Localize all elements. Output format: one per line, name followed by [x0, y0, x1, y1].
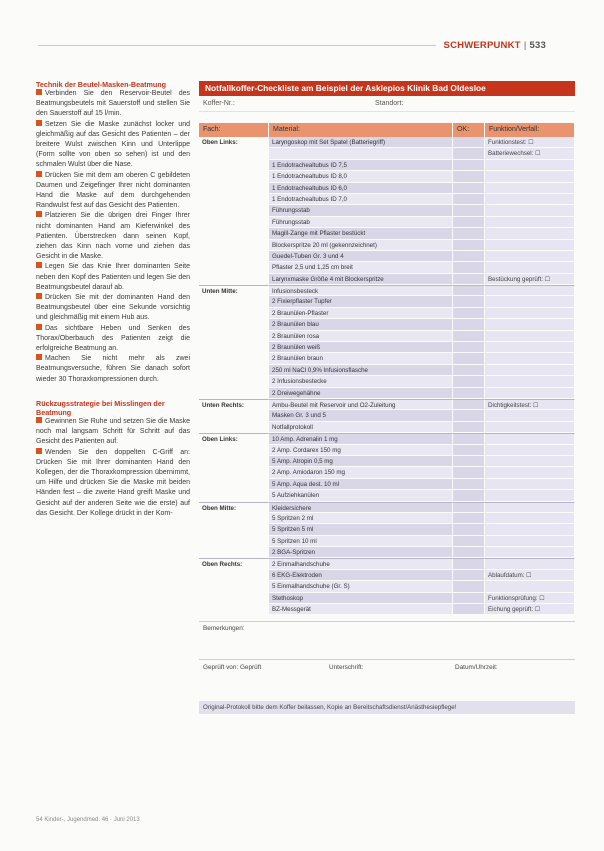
function-expiry-cell: Ablaufdatum: ☐: [485, 570, 575, 581]
material-cell: 2 Einmalhandschuhe: [269, 558, 453, 569]
material-cell: 5 Amp. Aqua dest. 10 ml: [269, 479, 453, 490]
ok-checkbox-cell[interactable]: [453, 331, 485, 342]
date-time-label: Datum/Uhrzeit:: [455, 664, 498, 672]
material-cell: Führungsstab: [269, 217, 453, 228]
material-cell: 2 BGA-Spritzen: [269, 547, 453, 558]
signature-label: Unterschrift:: [329, 664, 364, 672]
paragraph-text: Machen Sie nicht mehr als zwei Beatmungsversuche, führen Sie danach sofort wieder 30 Thoraxkompressionen durch.: [36, 355, 190, 383]
function-expiry-cell: [485, 456, 575, 467]
running-header: [444, 40, 546, 51]
compartment-cell: [199, 490, 269, 501]
material-cell: 250 ml NaCl 0,9% Infusionsflasche: [269, 365, 453, 376]
material-cell: 2 Braunülen weiß: [269, 342, 453, 353]
checklist-row: [199, 513, 575, 524]
compartment-cell: [199, 228, 269, 239]
checklist-row: [199, 194, 575, 205]
compartment-cell: [199, 342, 269, 353]
function-expiry-cell: [485, 308, 575, 319]
compartment-cell: [199, 513, 269, 524]
ok-checkbox-cell[interactable]: [453, 558, 485, 569]
compartment-cell: Oben Rechts:: [199, 558, 269, 569]
ok-checkbox-cell[interactable]: [453, 422, 485, 433]
compartment-cell: [199, 524, 269, 535]
function-expiry-cell: [485, 171, 575, 182]
ok-checkbox-cell[interactable]: [453, 171, 485, 182]
paragraph-text: Legen Sie das Knie Ihrer dominanten Seite neben den Kopf des Patienten und legen Sie den Beatmungsbeutel darauf ab.: [36, 263, 190, 291]
function-expiry-cell: [485, 205, 575, 216]
material-cell: 2 Infusionsbestecke: [269, 376, 453, 387]
ok-checkbox-cell[interactable]: [453, 490, 485, 501]
compartment-cell: [199, 365, 269, 376]
ok-checkbox-cell[interactable]: [453, 308, 485, 319]
compartment-cell: [199, 593, 269, 604]
compartment-cell: [199, 376, 269, 387]
material-cell: [269, 148, 453, 159]
ok-checkbox-cell[interactable]: [453, 376, 485, 387]
checklist-meta: [199, 96, 575, 112]
ok-checkbox-cell[interactable]: [453, 319, 485, 330]
ok-checkbox-cell[interactable]: [453, 479, 485, 490]
checklist-row: [199, 308, 575, 319]
checklist-row: [199, 593, 575, 604]
ok-checkbox-cell[interactable]: [453, 183, 485, 194]
page-number: 533: [529, 40, 546, 51]
function-expiry-cell: [485, 524, 575, 535]
compartment-cell: [199, 445, 269, 456]
checklist-row: [199, 274, 575, 285]
ok-checkbox-cell[interactable]: [453, 604, 485, 615]
checklist-row: [199, 399, 575, 410]
checklist-row: [199, 547, 575, 558]
function-expiry-cell: [485, 422, 575, 433]
material-cell: Guedel-Tuben Gr. 3 und 4: [269, 251, 453, 262]
bullet-square-icon: [36, 324, 42, 330]
compartment-cell: [199, 171, 269, 182]
compartment-cell: [199, 581, 269, 592]
function-expiry-cell: [485, 240, 575, 251]
paragraph-text: Verbinden Sie den Reservoir-Beutel des Beatmungsbeutels mit Sauerstoff und stellen Sie den Sauerstoff auf 15 l/min.: [36, 90, 190, 118]
checklist-row: [199, 479, 575, 490]
material-cell: 1 Endotrachealtubus ID 6,0: [269, 183, 453, 194]
compartment-cell: [199, 604, 269, 615]
function-expiry-cell: [485, 479, 575, 490]
bullet-square-icon: [36, 417, 42, 423]
function-expiry-cell: Funktionsprüfung: ☐: [485, 593, 575, 604]
checklist-row: [199, 183, 575, 194]
checklist-row: [199, 331, 575, 342]
checklist-row: [199, 581, 575, 592]
ok-checkbox-cell[interactable]: [453, 274, 485, 285]
function-expiry-cell: [485, 183, 575, 194]
function-expiry-cell: Bestückung geprüft: ☐: [485, 274, 575, 285]
checklist-row: [199, 171, 575, 182]
material-cell: Pflaster 2,5 und 1,25 cm breit: [269, 262, 453, 273]
function-expiry-cell: Eichung geprüft: ☐: [485, 604, 575, 615]
function-expiry-cell: [485, 228, 575, 239]
function-expiry-cell: [485, 558, 575, 569]
material-cell: 5 Amp. Atropin 0,5 mg: [269, 456, 453, 467]
function-expiry-cell: Batteriewechsel: ☐: [485, 148, 575, 159]
article-paragraph: [36, 354, 190, 385]
checklist-row: [199, 467, 575, 478]
material-cell: Magill-Zange mit Pflaster bestückt: [269, 228, 453, 239]
function-expiry-cell: [485, 251, 575, 262]
compartment-cell: [199, 331, 269, 342]
material-cell: 2 Amp. Cordarex 150 mg: [269, 445, 453, 456]
header-rule: [38, 45, 436, 46]
bullet-square-icon: [36, 354, 42, 360]
function-expiry-cell: [485, 433, 575, 444]
article-paragraph: [36, 293, 190, 324]
compartment-cell: [199, 296, 269, 307]
compartment-cell: [199, 479, 269, 490]
paragraph-text: Das sichtbare Heben und Senken des Thorax/Oberbauch des Patienten zeigt die erfolgreiche Beatmung an.: [36, 324, 190, 353]
checklist-row: [199, 536, 575, 547]
checklist-header-row: [199, 123, 575, 137]
checklist-row: [199, 319, 575, 330]
function-expiry-cell: [485, 285, 575, 296]
checklist-row: [199, 285, 575, 296]
function-expiry-cell: [485, 502, 575, 513]
material-cell: 1 Endotrachealtubus ID 8,0: [269, 171, 453, 182]
checklist-row: [199, 388, 575, 399]
function-expiry-cell: Funktionstest: ☐: [485, 137, 575, 148]
compartment-cell: [199, 194, 269, 205]
compartment-cell: [199, 388, 269, 399]
material-cell: 2 Braunülen braun: [269, 353, 453, 364]
function-expiry-cell: [485, 376, 575, 387]
bullet-square-icon: [36, 89, 42, 95]
compartment-cell: [199, 570, 269, 581]
case-number-label: Koffer-Nr.:: [203, 100, 235, 107]
col-material: Material:: [269, 123, 453, 137]
checklist-row: [199, 490, 575, 501]
material-cell: Notfallprotokoll: [269, 422, 453, 433]
compartment-cell: Oben Links:: [199, 433, 269, 444]
ok-checkbox-cell[interactable]: [453, 296, 485, 307]
ok-checkbox-cell[interactable]: [453, 194, 485, 205]
function-expiry-cell: [485, 388, 575, 399]
ok-checkbox-cell[interactable]: [453, 445, 485, 456]
material-cell: 5 Einmalhandschuhe (Gr. S): [269, 581, 453, 592]
ok-checkbox-cell[interactable]: [453, 456, 485, 467]
paragraph-text: Drücken Sie mit dem am oberen C gebildeten Daumen und Zeigefinger Ihrer nicht dominanten Hand die Maske auf dem durchgehenden Randwulst fest auf das Gesicht des Patienten.: [36, 171, 190, 210]
checklist-body: [199, 137, 575, 615]
checklist-row: [199, 262, 575, 273]
ok-checkbox-cell[interactable]: [453, 240, 485, 251]
compartment-cell: Oben Mitte:: [199, 502, 269, 513]
article-paragraph: [36, 448, 190, 519]
material-cell: Laryngoskop mit Set Spatel (Batteriegriff): [269, 137, 453, 148]
material-cell: 2 Braunülen rosa: [269, 331, 453, 342]
checklist-row: [199, 433, 575, 444]
material-cell: Stethoskop: [269, 593, 453, 604]
article-paragraph: [36, 120, 190, 171]
checklist-row: [199, 342, 575, 353]
compartment-cell: Oben Links:: [199, 137, 269, 148]
col-function-expiry: Funktion/Verfall:: [485, 123, 575, 137]
checklist-row: [199, 422, 575, 433]
compartment-cell: [199, 160, 269, 171]
compartment-cell: [199, 183, 269, 194]
material-cell: 5 Spritzen 5 ml: [269, 524, 453, 535]
function-expiry-cell: [485, 217, 575, 228]
compartment-cell: Unten Mitte:: [199, 285, 269, 296]
material-cell: Kleidersichere: [269, 502, 453, 513]
material-cell: Masken Gr. 3 und 5: [269, 410, 453, 421]
checklist-row: [199, 570, 575, 581]
ok-checkbox-cell[interactable]: [453, 524, 485, 535]
compartment-cell: [199, 251, 269, 262]
col-ok: OK:: [453, 123, 485, 137]
function-expiry-cell: [485, 353, 575, 364]
compartment-cell: [199, 217, 269, 228]
checklist-row: [199, 502, 575, 513]
ok-checkbox-cell[interactable]: [453, 513, 485, 524]
checklist-row: [199, 217, 575, 228]
function-expiry-cell: [485, 296, 575, 307]
page-footer: 54 Kinder-, Jugendmed. 46 · Juni 2013: [36, 817, 140, 823]
material-cell: Larynxmaske Größe 4 mit Blockerspritze: [269, 274, 453, 285]
checklist-row: [199, 604, 575, 615]
remarks-field: Bemerkungen:: [199, 621, 575, 637]
checked-by-label: Geprüft von: Geprüft: [203, 664, 262, 672]
checklist-row: [199, 205, 575, 216]
paragraph-text: Setzen Sie die Maske zunächst locker und gleichmäßig auf das Gesicht des Patienten – der breitere Wulst zwischen Kinn und Unterlippe (Form sollte von oben so sehen) ist und den schmalen Wulst über die Nase.: [36, 120, 190, 169]
material-cell: 2 Braunülen-Pflaster: [269, 308, 453, 319]
checklist-row: [199, 456, 575, 467]
ok-checkbox-cell[interactable]: [453, 399, 485, 410]
col-compartment: Fach:: [199, 123, 269, 137]
material-cell: Blockerspritze 20 ml (gekennzeichnet): [269, 240, 453, 251]
function-expiry-cell: [485, 581, 575, 592]
paragraph-text: Gewinnen Sie Ruhe und setzen Sie die Maske noch mal langsam Schritt für Schritt auf das Gesicht des Patienten auf.: [36, 417, 190, 446]
bullet-square-icon: [36, 120, 42, 126]
material-cell: 2 Braunülen blau: [269, 319, 453, 330]
compartment-cell: [199, 536, 269, 547]
compartment-cell: [199, 422, 269, 433]
function-expiry-cell: [485, 331, 575, 342]
ok-checkbox-cell[interactable]: [453, 251, 485, 262]
material-cell: 5 Aufziehkanülen: [269, 490, 453, 501]
section-name: SCHWERPUNKT: [443, 40, 521, 51]
ok-checkbox-cell[interactable]: [453, 433, 485, 444]
material-cell: 1 Endotrachealtubus ID 7,0: [269, 194, 453, 205]
bullet-square-icon: [36, 171, 42, 177]
function-expiry-cell: [485, 490, 575, 501]
ok-checkbox-cell[interactable]: [453, 353, 485, 364]
compartment-cell: [199, 547, 269, 558]
checklist-title: Notfallkoffer-Checkliste am Beispiel der Asklepios Klinik Bad Oldesloe: [199, 81, 575, 96]
bullet-square-icon: [36, 211, 42, 217]
checklist-row: [199, 296, 575, 307]
ok-checkbox-cell[interactable]: [453, 570, 485, 581]
material-cell: Ambu-Beutel mit Reservoir und O2-Zuleitung: [269, 399, 453, 410]
function-expiry-cell: [485, 319, 575, 330]
ok-checkbox-cell[interactable]: [453, 502, 485, 513]
paragraph-text: Drücken Sie mit der dominanten Hand den Beatmungsbeutel über eine Sekunde vorsichtig und gleichmäßig mit einem Hub aus.: [36, 294, 190, 322]
ok-checkbox-cell[interactable]: [453, 410, 485, 421]
ok-checkbox-cell[interactable]: [453, 388, 485, 399]
material-cell: 5 Spritzen 10 ml: [269, 536, 453, 547]
checklist-row: [199, 410, 575, 421]
location-label: Standort:: [375, 100, 404, 107]
article-paragraph: [36, 89, 190, 120]
function-expiry-cell: [485, 547, 575, 558]
original-protocol-note: Original-Protokoll bitte dem Koffer beilassen, Kopie an Bereitschaftsdienst/Anästhesiepflege!: [199, 701, 575, 714]
material-cell: 2 Amp. Amiodaron 150 mg: [269, 467, 453, 478]
ok-checkbox-cell[interactable]: [453, 581, 485, 592]
material-cell: 10 Amp. Adrenalin 1 mg: [269, 433, 453, 444]
ok-checkbox-cell[interactable]: [453, 205, 485, 216]
signature-row: [199, 659, 575, 693]
material-cell: Infusionsbesteck: [269, 285, 453, 296]
function-expiry-cell: [485, 513, 575, 524]
compartment-cell: [199, 467, 269, 478]
ok-checkbox-cell[interactable]: [453, 536, 485, 547]
paragraph-text: Wenden Sie den doppelten C-Griff an: Drücken Sie mit Ihrer dominanten Hand den Kollegen, der die Thoraxkompression übernimmt, um Hilfe und drücken Sie die Maske mit beiden Händen fest – die zweite Hand greift Maske und Gesicht auf der anderen Seite wie die erste) auf das Gesicht. Der Kollege drückt in der Kom-: [36, 448, 190, 517]
checklist-row: [199, 365, 575, 376]
checklist-row: [199, 160, 575, 171]
emergency-case-checklist: [199, 81, 575, 714]
ok-checkbox-cell[interactable]: [453, 467, 485, 478]
paragraph-text: Platzieren Sie die übrigen drei Finger Ihrer nicht dominanten Hand am Kieferwinkel des Patienten. Überstrecken dann seinen Kopf, ziehen das Kinn nach vorne und ziehen das Gesicht in die Maske.: [36, 212, 190, 261]
article-paragraph: [36, 324, 190, 355]
ok-checkbox-cell[interactable]: [453, 160, 485, 171]
fallback-steps: [36, 417, 190, 519]
checklist-row: [199, 240, 575, 251]
compartment-cell: [199, 262, 269, 273]
function-expiry-cell: [485, 445, 575, 456]
header-divider: |: [523, 40, 527, 51]
ok-checkbox-cell[interactable]: [453, 547, 485, 558]
ok-checkbox-cell[interactable]: [453, 342, 485, 353]
function-expiry-cell: [485, 536, 575, 547]
article-paragraph: [36, 262, 190, 293]
checklist-row: [199, 353, 575, 364]
bullet-square-icon: [36, 293, 42, 299]
section-heading-fallback: Rückzugsstrategie bei Misslingen der Beatmung: [36, 398, 165, 417]
checklist-row: [199, 524, 575, 535]
checklist-row: [199, 137, 575, 148]
compartment-cell: [199, 308, 269, 319]
compartment-cell: [199, 205, 269, 216]
material-cell: 1 Endotrachealtubus ID 7,5: [269, 160, 453, 171]
function-expiry-cell: [485, 262, 575, 273]
ok-checkbox-cell[interactable]: [453, 365, 485, 376]
material-cell: 2 Fixierpflaster Tupfer: [269, 296, 453, 307]
technique-steps: [36, 89, 190, 385]
checklist-row: [199, 251, 575, 262]
ok-checkbox-cell[interactable]: [453, 285, 485, 296]
compartment-cell: [199, 456, 269, 467]
function-expiry-cell: [485, 365, 575, 376]
function-expiry-cell: [485, 342, 575, 353]
ok-checkbox-cell[interactable]: [453, 217, 485, 228]
compartment-cell: [199, 148, 269, 159]
material-cell: BZ-Messgerät: [269, 604, 453, 615]
article-left-column: [36, 80, 190, 519]
article-paragraph: [36, 211, 190, 262]
compartment-cell: [199, 240, 269, 251]
function-expiry-cell: [485, 160, 575, 171]
bullet-square-icon: [36, 262, 42, 268]
ok-checkbox-cell[interactable]: [453, 593, 485, 604]
compartment-cell: [199, 353, 269, 364]
checklist-row: [199, 228, 575, 239]
article-paragraph: [36, 417, 190, 448]
compartment-cell: [199, 274, 269, 285]
material-cell: Führungsstab: [269, 205, 453, 216]
ok-checkbox-cell[interactable]: [453, 228, 485, 239]
article-paragraph: [36, 171, 190, 212]
material-cell: 5 Spritzen 2 ml: [269, 513, 453, 524]
function-expiry-cell: [485, 410, 575, 421]
function-expiry-cell: [485, 467, 575, 478]
function-expiry-cell: [485, 194, 575, 205]
material-cell: 6 EKG-Elektroden: [269, 570, 453, 581]
checklist-row: [199, 558, 575, 569]
checklist-row: [199, 376, 575, 387]
compartment-cell: [199, 319, 269, 330]
checklist-row: [199, 445, 575, 456]
checklist-row: [199, 148, 575, 159]
compartment-cell: Unten Rechts:: [199, 399, 269, 410]
section-heading-technique: Technik der Beutel-Masken-Beatmung: [36, 80, 167, 89]
bullet-square-icon: [36, 448, 42, 454]
material-cell: 2 Dreiwegehähne: [269, 388, 453, 399]
ok-checkbox-cell[interactable]: [453, 137, 485, 148]
ok-checkbox-cell[interactable]: [453, 148, 485, 159]
function-expiry-cell: Dichtigkeitstest: ☐: [485, 399, 575, 410]
ok-checkbox-cell[interactable]: [453, 262, 485, 273]
compartment-cell: [199, 410, 269, 421]
